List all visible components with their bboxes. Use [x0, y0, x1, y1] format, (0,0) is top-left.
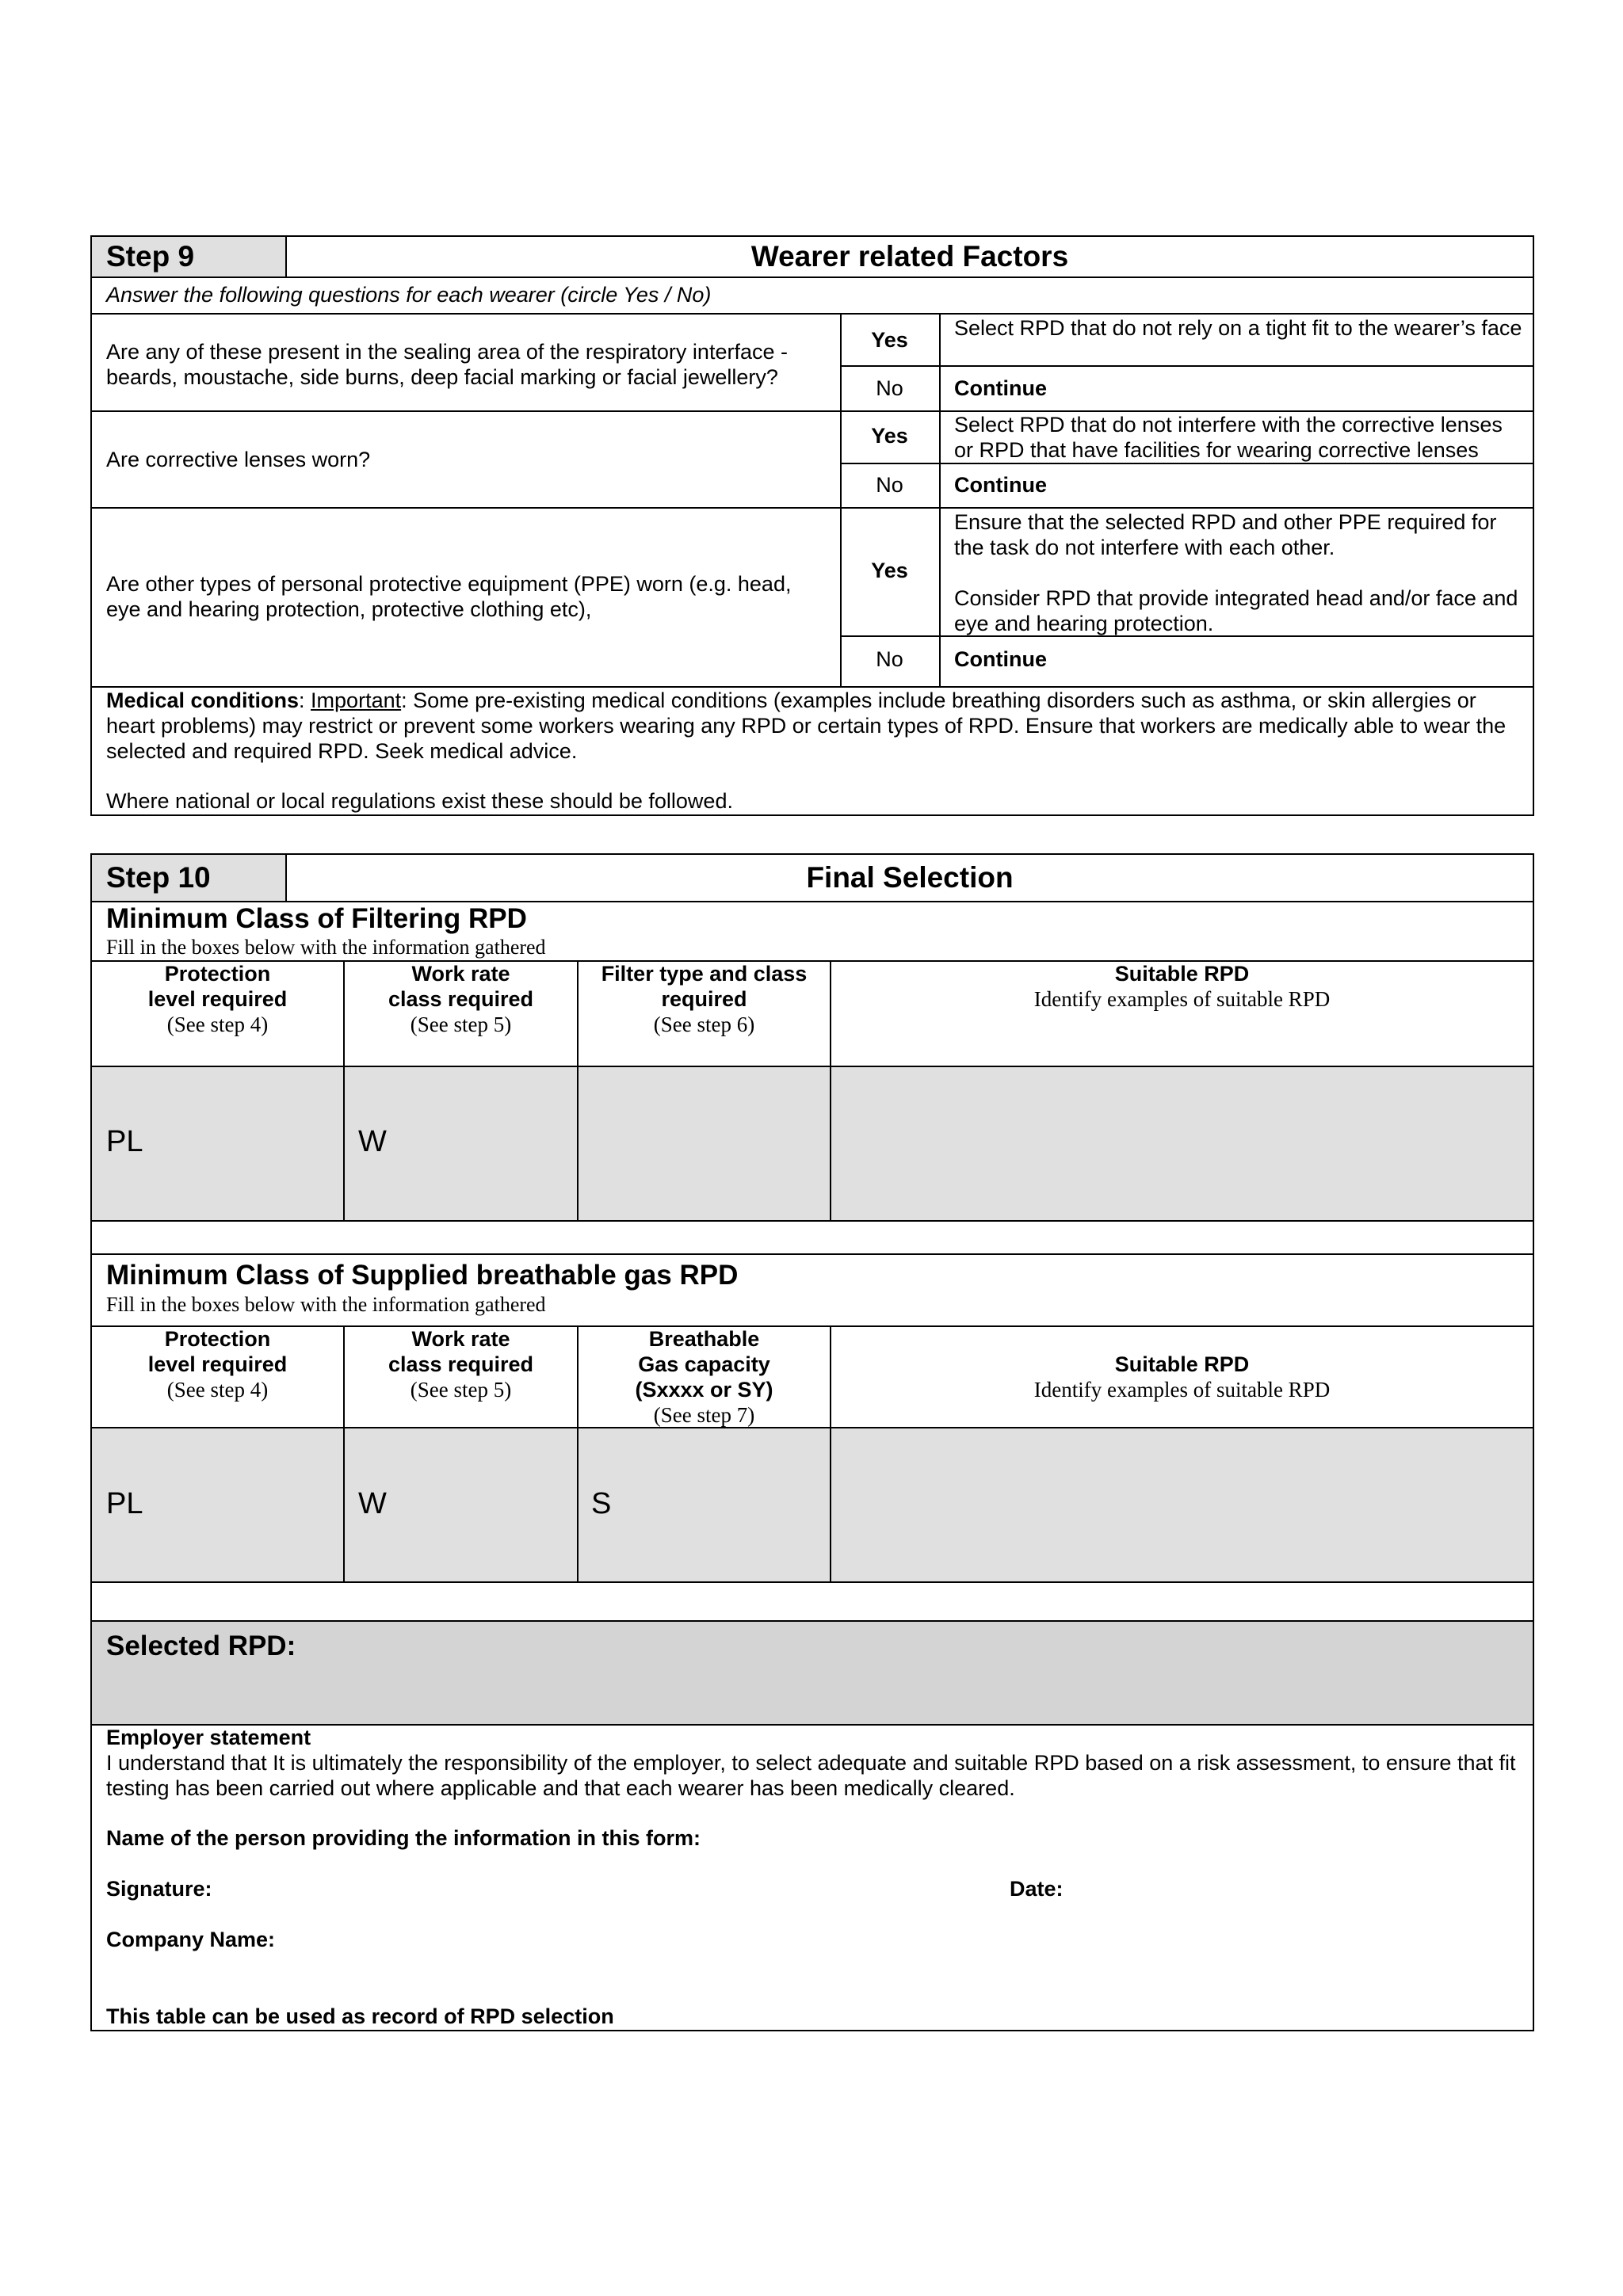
- filtering-col4-header: [831, 961, 1533, 1012]
- filtering-col2-title: Work rate class required: [388, 962, 534, 1011]
- supplied-col3-title: Breathable Gas capacity: [638, 1327, 770, 1376]
- q2-no[interactable]: No: [876, 473, 903, 497]
- supplied-col1-header: [92, 1326, 343, 1402]
- supplied-subtitle: Fill in the boxes below with the information gathered: [106, 1293, 546, 1316]
- medical-label: Medical conditions: [106, 688, 300, 712]
- supplied-col3-note: (See step 7): [653, 1403, 755, 1427]
- medical-text: : Some pre-existing medical conditions (examples include breathing disorders such as asthma, or skin allergies or heart problems) may restrict or prevent some workers wearing any RPD or certain types of RPD. Ensure that workers are medically able to wear the selected and required RPD. Seek medical advice.: [106, 688, 1507, 763]
- question-3: Are other types of personal protective equipment (PPE) worn (e.g. head, eye and hearing protection, protective clothing etc),: [106, 572, 792, 621]
- q1-yes-action: Select RPD that do not rely on a tight fit to the wearer’s face: [954, 316, 1522, 340]
- medical-sep: :: [299, 688, 311, 712]
- supplied-work-rate-field[interactable]: W: [358, 1487, 387, 1520]
- regulations-text: Where national or local regulations exist these should be followed.: [106, 789, 733, 813]
- supplied-col2-title: Work rate class required: [388, 1327, 534, 1376]
- q2-no-action: Continue: [954, 473, 1047, 497]
- q1-no-action: Continue: [954, 376, 1047, 400]
- q3-yes[interactable]: Yes: [871, 559, 908, 582]
- filtering-col4-title: Suitable RPD: [1114, 962, 1250, 986]
- q3-yes-action-1: Ensure that the selected RPD and other PPE required for the task do not interfere with each other.: [954, 510, 1497, 559]
- question-2: Are corrective lenses worn?: [106, 448, 371, 471]
- supplied-col4-note: Identify examples of suitable RPD: [1033, 1378, 1331, 1402]
- filtering-suitable-rpd-field[interactable]: [845, 1125, 1518, 1165]
- step10-label: Step 10: [106, 861, 211, 894]
- q2-yes-action: Select RPD that do not interfere with the corrective lenses or RPD that have facilities for wearing corrective lenses: [954, 413, 1503, 462]
- filtering-col4-note: Identify examples of suitable RPD: [1033, 987, 1331, 1011]
- filtering-subtitle: Fill in the boxes below with the information gathered: [106, 936, 546, 959]
- filtering-col3-title: Filter type and class required: [601, 962, 808, 1011]
- supplied-gas-capacity-field[interactable]: S: [591, 1487, 612, 1520]
- signature-label[interactable]: Signature:: [106, 1877, 212, 1901]
- filtering-col3-note: (See step 6): [653, 1013, 755, 1036]
- step9-title: Wearer related Factors: [750, 240, 1069, 273]
- supplied-protection-level-field[interactable]: PL: [106, 1487, 143, 1520]
- filtering-filter-type-field[interactable]: [591, 1125, 821, 1165]
- supplied-col4-header: [831, 1352, 1533, 1402]
- q1-yes[interactable]: Yes: [871, 328, 908, 352]
- supplied-title: Minimum Class of Supplied breathable gas RPD: [106, 1260, 739, 1291]
- filtering-title: Minimum Class of Filtering RPD: [106, 903, 527, 934]
- medical-conditions: [106, 688, 1525, 764]
- supplied-col1-title: Protection level required: [147, 1327, 288, 1376]
- step9-label: Step 9: [106, 240, 195, 273]
- filtering-col3-header: [579, 961, 830, 1037]
- supplied-col3-header: [579, 1326, 830, 1428]
- filtering-col1-title: Protection level required: [147, 962, 288, 1011]
- q3-no[interactable]: No: [876, 647, 903, 671]
- step9-instruction: Answer the following questions for each wearer (circle Yes / No): [106, 283, 712, 307]
- filtering-col1-note: (See step 4): [166, 1013, 269, 1036]
- medical-important: Important: [311, 688, 402, 712]
- name-label[interactable]: Name of the person providing the information in this form:: [106, 1826, 701, 1850]
- filtering-protection-level-field[interactable]: PL: [106, 1125, 143, 1158]
- supplied-col4-title: Suitable RPD: [1114, 1352, 1250, 1376]
- date-label[interactable]: Date:: [1010, 1877, 1064, 1901]
- supplied-col2-note: (See step 5): [410, 1378, 512, 1402]
- footer-note: This table can be used as record of RPD selection: [106, 2004, 614, 2028]
- q1-no[interactable]: No: [876, 376, 903, 400]
- q3-no-action: Continue: [954, 647, 1047, 671]
- filtering-col1-header: [92, 961, 343, 1037]
- employer-text: I understand that It is ultimately the responsibility of the employer, to select adequate and suitable RPD based on a risk assessment, to ensure that fit testing has been carried out where applicable and that each wearer has been medically cleared.: [106, 1751, 1516, 1800]
- company-label[interactable]: Company Name:: [106, 1928, 276, 1951]
- question-1: Are any of these present in the sealing area of the respiratory interface - beards, moustache, side burns, deep facial marking or facial jewellery?: [106, 340, 788, 389]
- supplied-col1-note: (See step 4): [166, 1378, 269, 1402]
- step10-title: Final Selection: [806, 861, 1014, 894]
- selected-rpd-field[interactable]: [92, 1622, 1533, 1724]
- q2-yes[interactable]: Yes: [871, 424, 908, 448]
- supplied-col3-title2: (Sxxxx or SY): [635, 1378, 773, 1402]
- selected-rpd-label: Selected RPD:: [106, 1630, 296, 1661]
- filtering-col2-note: (See step 5): [410, 1013, 512, 1036]
- employer-title: Employer statement: [106, 1726, 311, 1749]
- supplied-suitable-rpd-field[interactable]: [845, 1487, 1518, 1527]
- filtering-col2-header: [345, 961, 577, 1037]
- q3-yes-action-2: Consider RPD that provide integrated head and/or face and eye and hearing protection.: [954, 586, 1518, 635]
- supplied-col2-header: [345, 1326, 577, 1402]
- filtering-work-rate-field[interactable]: W: [358, 1125, 387, 1158]
